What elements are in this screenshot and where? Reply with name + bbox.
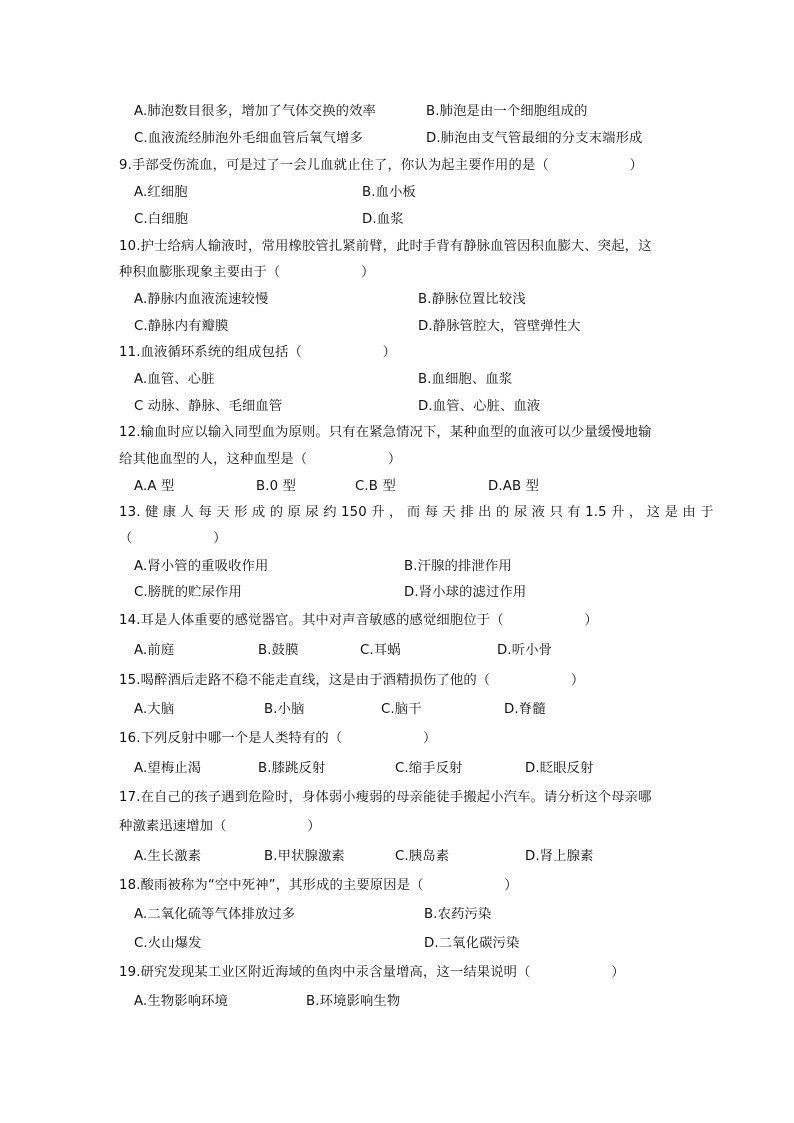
option-18a: A.二氧化硫等气体排放过多 — [134, 907, 296, 922]
option-15c: C.脑干 — [381, 702, 422, 717]
option-16d: D.眨眼反射 — [525, 761, 594, 776]
question-9: 9.手部受伤流血，可是过了一会儿血就止住了，你认为起主要作用的是（ ） — [119, 158, 643, 173]
question-17-line2: 种激素迅速增加（ ） — [119, 819, 321, 834]
option-10a: A.静脉内血液流速较慢 — [134, 292, 269, 307]
question-14: 14.耳是人体重要的感觉器官。其中对声音敏感的感觉细胞位于（ ） — [119, 613, 598, 628]
option-12c: C.B 型 — [355, 479, 396, 494]
option-9b: B.血小板 — [362, 185, 416, 200]
option-8a: A.肺泡数目很多，增加了气体交换的效率 — [134, 104, 376, 119]
option-14d: D.听小骨 — [497, 643, 553, 658]
question-13-line2: （ ） — [119, 531, 227, 546]
option-15d: D.脊髓 — [504, 702, 546, 717]
question-15: 15.喝醉酒后走路不稳不能走直线，这是由于酒精损伤了他的（ ） — [119, 673, 585, 688]
option-8d: D.肺泡由支气管最细的分支末端形成 — [426, 131, 643, 146]
option-17d: D.肾上腺素 — [525, 849, 594, 864]
option-19a: A.生物影响环境 — [134, 994, 229, 1009]
option-9c: C.白细胞 — [134, 212, 189, 227]
option-9a: A.红细胞 — [134, 185, 188, 200]
question-13-line1: 13. 健 康 人 每 天 形 成 的 原 尿 约 150 升 ， 而 每 天 排 出 的 尿 液 只 有 1.5 升 ， 这 是 由 于 — [119, 505, 714, 520]
option-13b: B.汗腺的排泄作用 — [404, 559, 512, 574]
option-11a: A.血管、心脏 — [134, 372, 215, 387]
option-19b: B.环境影响生物 — [306, 994, 401, 1009]
option-9d: D.血浆 — [362, 212, 404, 227]
option-13c: C.膀胱的贮尿作用 — [134, 585, 242, 600]
option-14c: C.耳蜗 — [360, 643, 401, 658]
question-12-line2: 给其他血型的人，这种血型是（ ） — [119, 452, 402, 467]
question-19: 19.研究发现某工业区附近海域的鱼肉中汞含量增高，这一结果说明（ ） — [119, 965, 625, 980]
question-12-line1: 12.输血时应以输入同型血为原则。只有在紧急情况下，某种血型的血液可以少量缓慢地输 — [119, 425, 652, 440]
question-10-line1: 10.护士给病人输液时，常用橡胶管扎紧前臂，此时手背有静脉血管因积血膨大、突起，这 — [119, 239, 652, 254]
option-18b: B.农药污染 — [424, 907, 492, 922]
option-17b: B.甲状腺激素 — [264, 849, 345, 864]
option-13d: D.肾小球的滤过作用 — [404, 585, 527, 600]
option-13a: A.肾小管的重吸收作用 — [134, 559, 269, 574]
option-17a: A.生长激素 — [134, 849, 202, 864]
option-18c: C.火山爆发 — [134, 936, 202, 951]
option-18d: D.二氧化碳污染 — [424, 936, 520, 951]
option-8c: C.血液流经肺泡外毛细血管后氧气增多 — [134, 131, 363, 146]
option-16b: B.膝跳反射 — [258, 761, 326, 776]
option-12b: B.0 型 — [256, 479, 297, 494]
option-11b: B.血细胞、血浆 — [418, 372, 513, 387]
option-12d: D.AB 型 — [488, 479, 540, 494]
option-11d: D.血管、心脏、血液 — [418, 399, 541, 414]
question-17-line1: 17.在自己的孩子遇到危险时，身体弱小瘦弱的母亲能徒手搬起小汽车。请分析这个母亲哪 — [119, 790, 652, 805]
option-16c: C.缩手反射 — [395, 761, 463, 776]
option-12a: A.A 型 — [134, 479, 175, 494]
question-10-line2: 种积血膨胀现象主要由于（ ） — [119, 265, 375, 280]
question-11: 11.血液循环系统的组成包括（ ） — [119, 345, 397, 360]
option-10c: C.静脉内有瓣膜 — [134, 319, 229, 334]
option-16a: A.望梅止渴 — [134, 761, 202, 776]
option-10d: D.静脉管腔大，管壁弹性大 — [418, 319, 581, 334]
option-8b: B.肺泡是由一个细胞组成的 — [426, 104, 588, 119]
question-16: 16.下列反射中哪一个是人类特有的（ ） — [119, 731, 437, 746]
option-15a: A.大脑 — [134, 702, 175, 717]
option-14a: A.前庭 — [134, 643, 175, 658]
option-11c: C 动脉、静脉、毛细血管 — [134, 399, 283, 414]
option-15b: B.小脑 — [264, 702, 305, 717]
option-14b: B.鼓膜 — [258, 643, 299, 658]
option-10b: B.静脉位置比较浅 — [418, 292, 526, 307]
option-17c: C.胰岛素 — [395, 849, 450, 864]
question-18: 18.酸雨被称为“空中死神”，其形成的主要原因是（ ） — [119, 878, 518, 893]
